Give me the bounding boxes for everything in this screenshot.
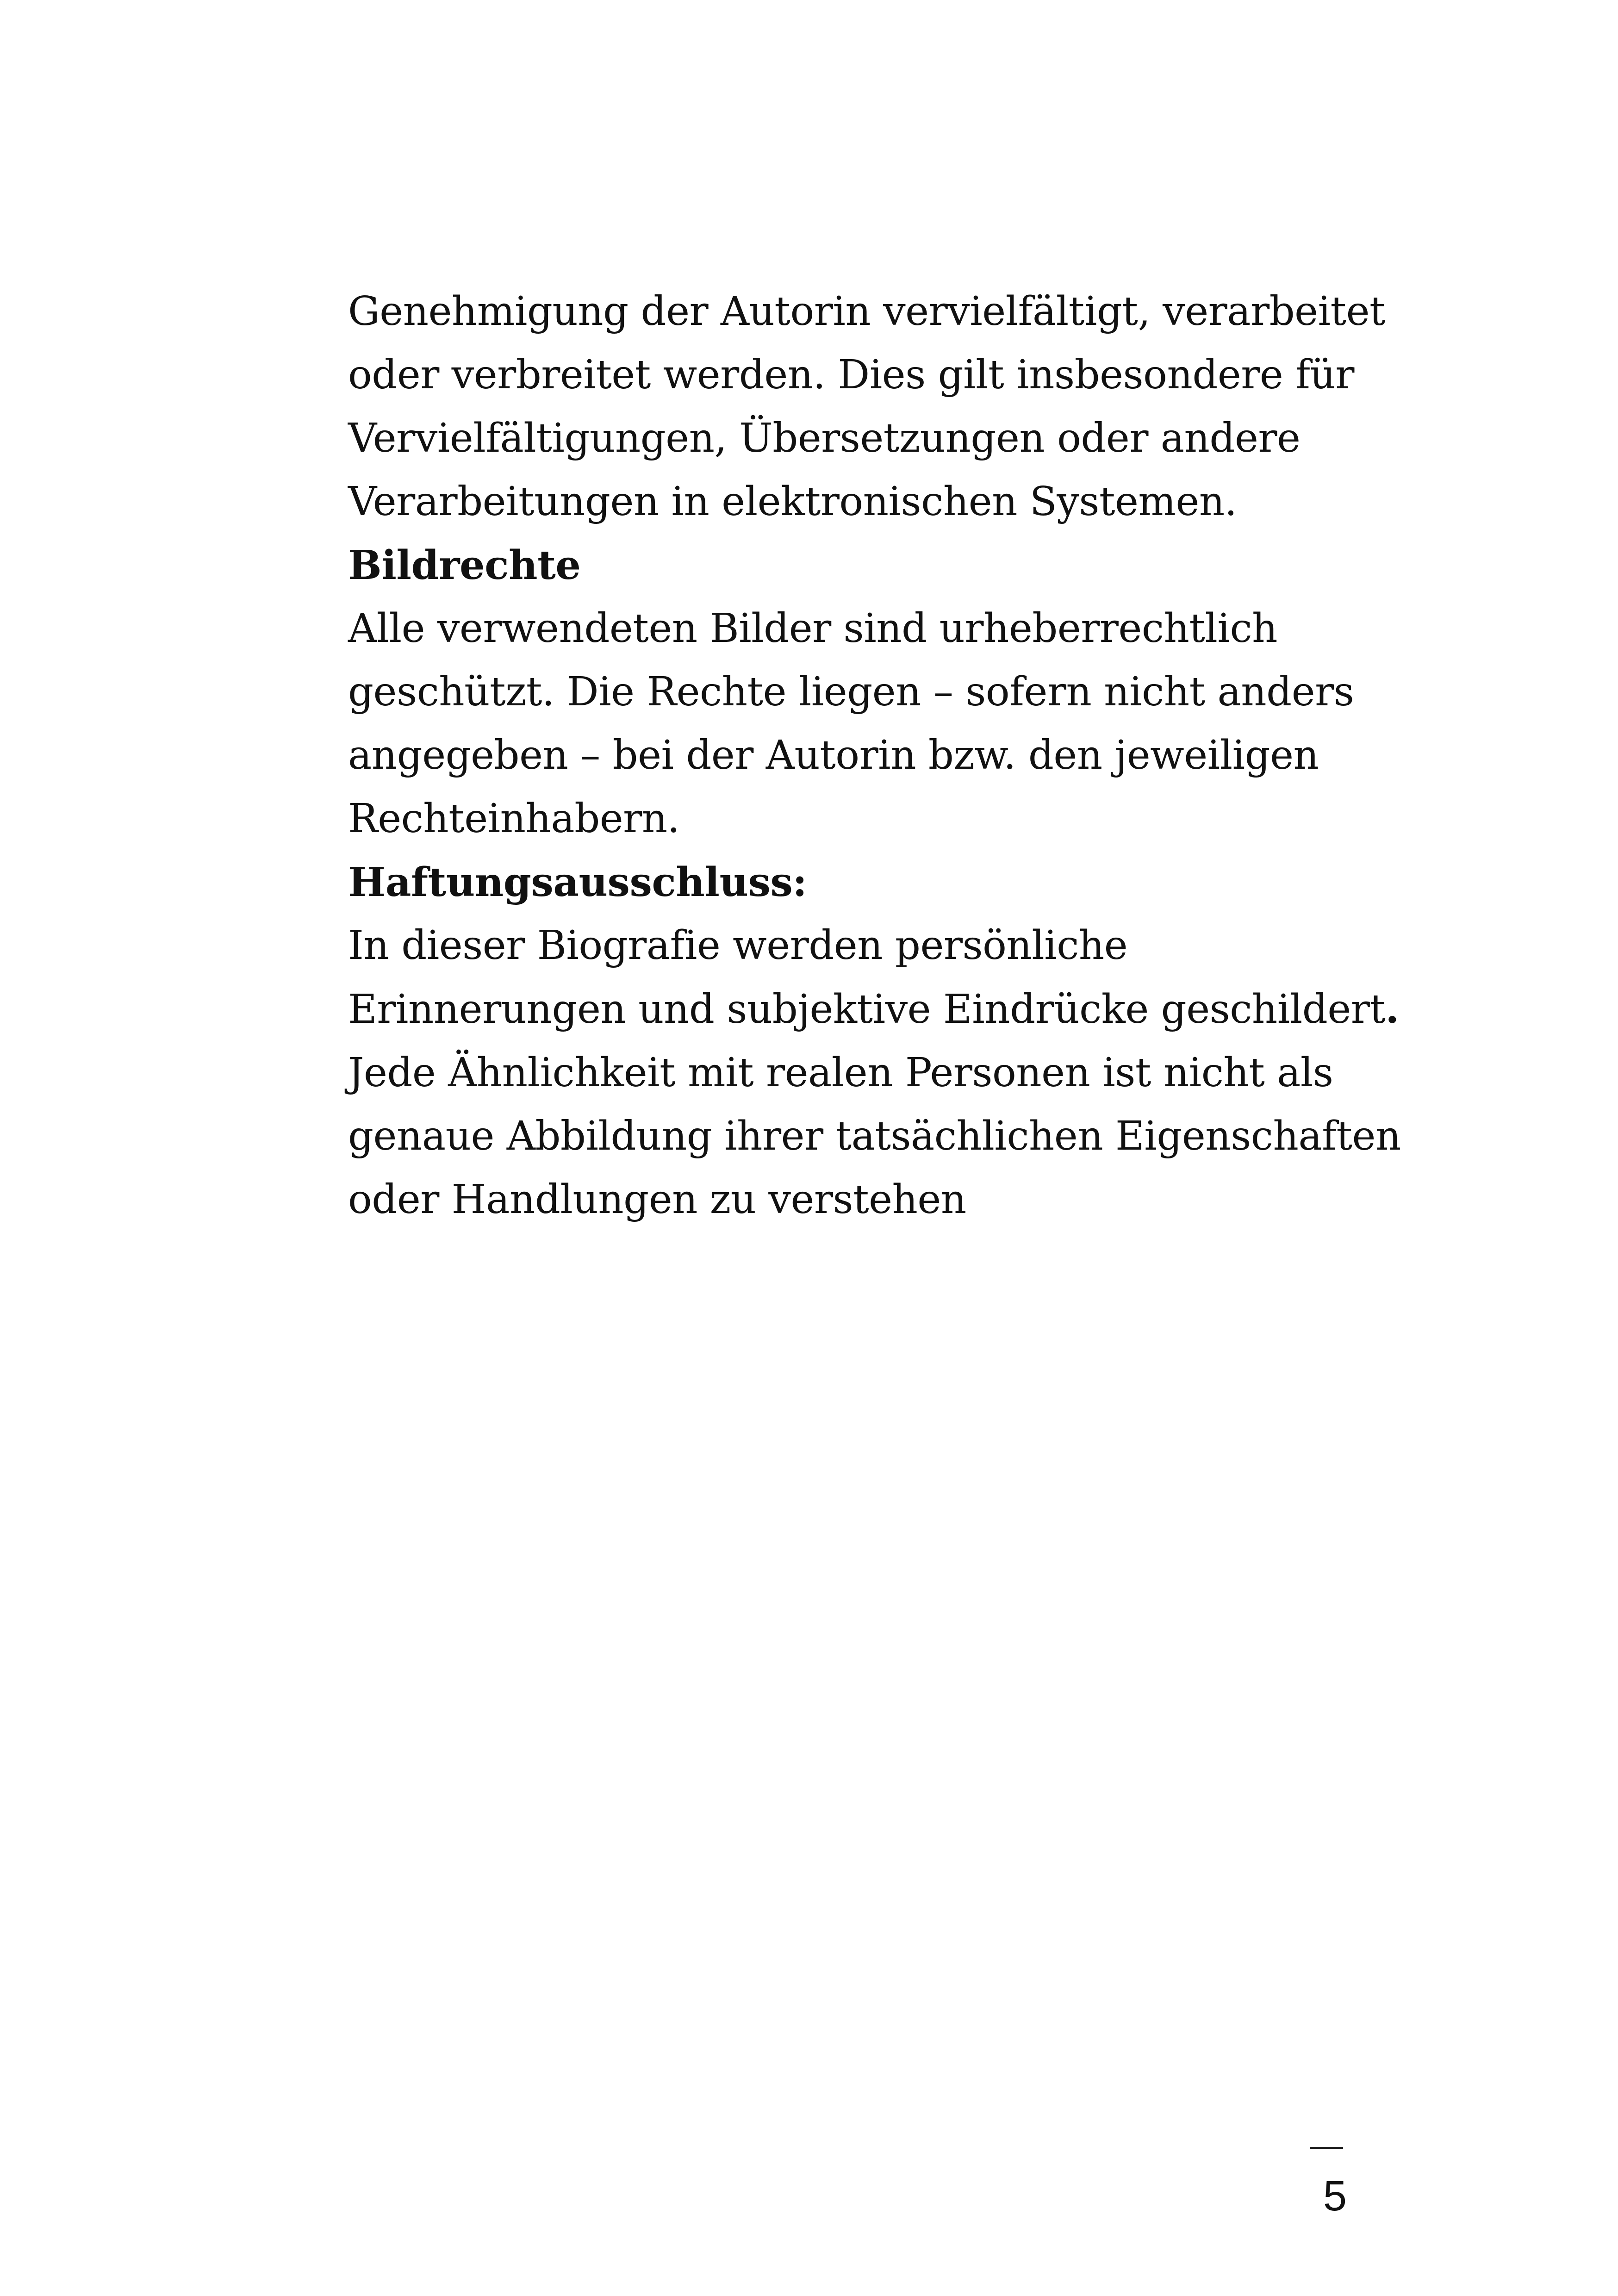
text-line: oder Handlungen zu verstehen	[348, 1176, 966, 1223]
text-line: Alle verwendeten Bilder sind urheberrechtlich	[348, 605, 1277, 652]
text-line: Genehmigung der Autorin vervielfältigt, verarbeitet	[348, 288, 1386, 335]
text-line: Jede Ähnlichkeit mit realen Personen ist nicht als	[348, 1050, 1333, 1096]
text-line: In dieser Biografie werden persönliche	[348, 922, 1128, 969]
text-line: angegeben – bei der Autorin bzw. den jeweiligen	[348, 732, 1319, 778]
text-line: oder verbreitet werden. Dies gilt insbesondere für	[348, 352, 1354, 398]
text-line-content: Erinnerungen und subjektive Eindrücke geschildert	[348, 986, 1386, 1033]
page-number: 5	[1323, 2172, 1347, 2220]
text-line: geschützt. Die Rechte liegen – sofern nicht anders	[348, 669, 1354, 715]
bold-period: .	[1385, 986, 1399, 1033]
section-heading-haftungsausschluss: Haftungsausschluss:	[348, 859, 807, 906]
text-line	[348, 977, 1399, 1041]
text-line: Verarbeitungen in elektronischen Systemen.	[348, 479, 1237, 525]
text-line: genaue Abbildung ihrer tatsächlichen Eigenschaften	[348, 1113, 1401, 1159]
section-heading-bildrechte: Bildrechte	[348, 542, 581, 589]
footer-rule	[1310, 2147, 1343, 2149]
text-line: Rechteinhabern.	[348, 796, 680, 842]
text-line: Vervielfältigungen, Übersetzungen oder andere	[348, 415, 1301, 461]
document-text	[348, 280, 1401, 1232]
